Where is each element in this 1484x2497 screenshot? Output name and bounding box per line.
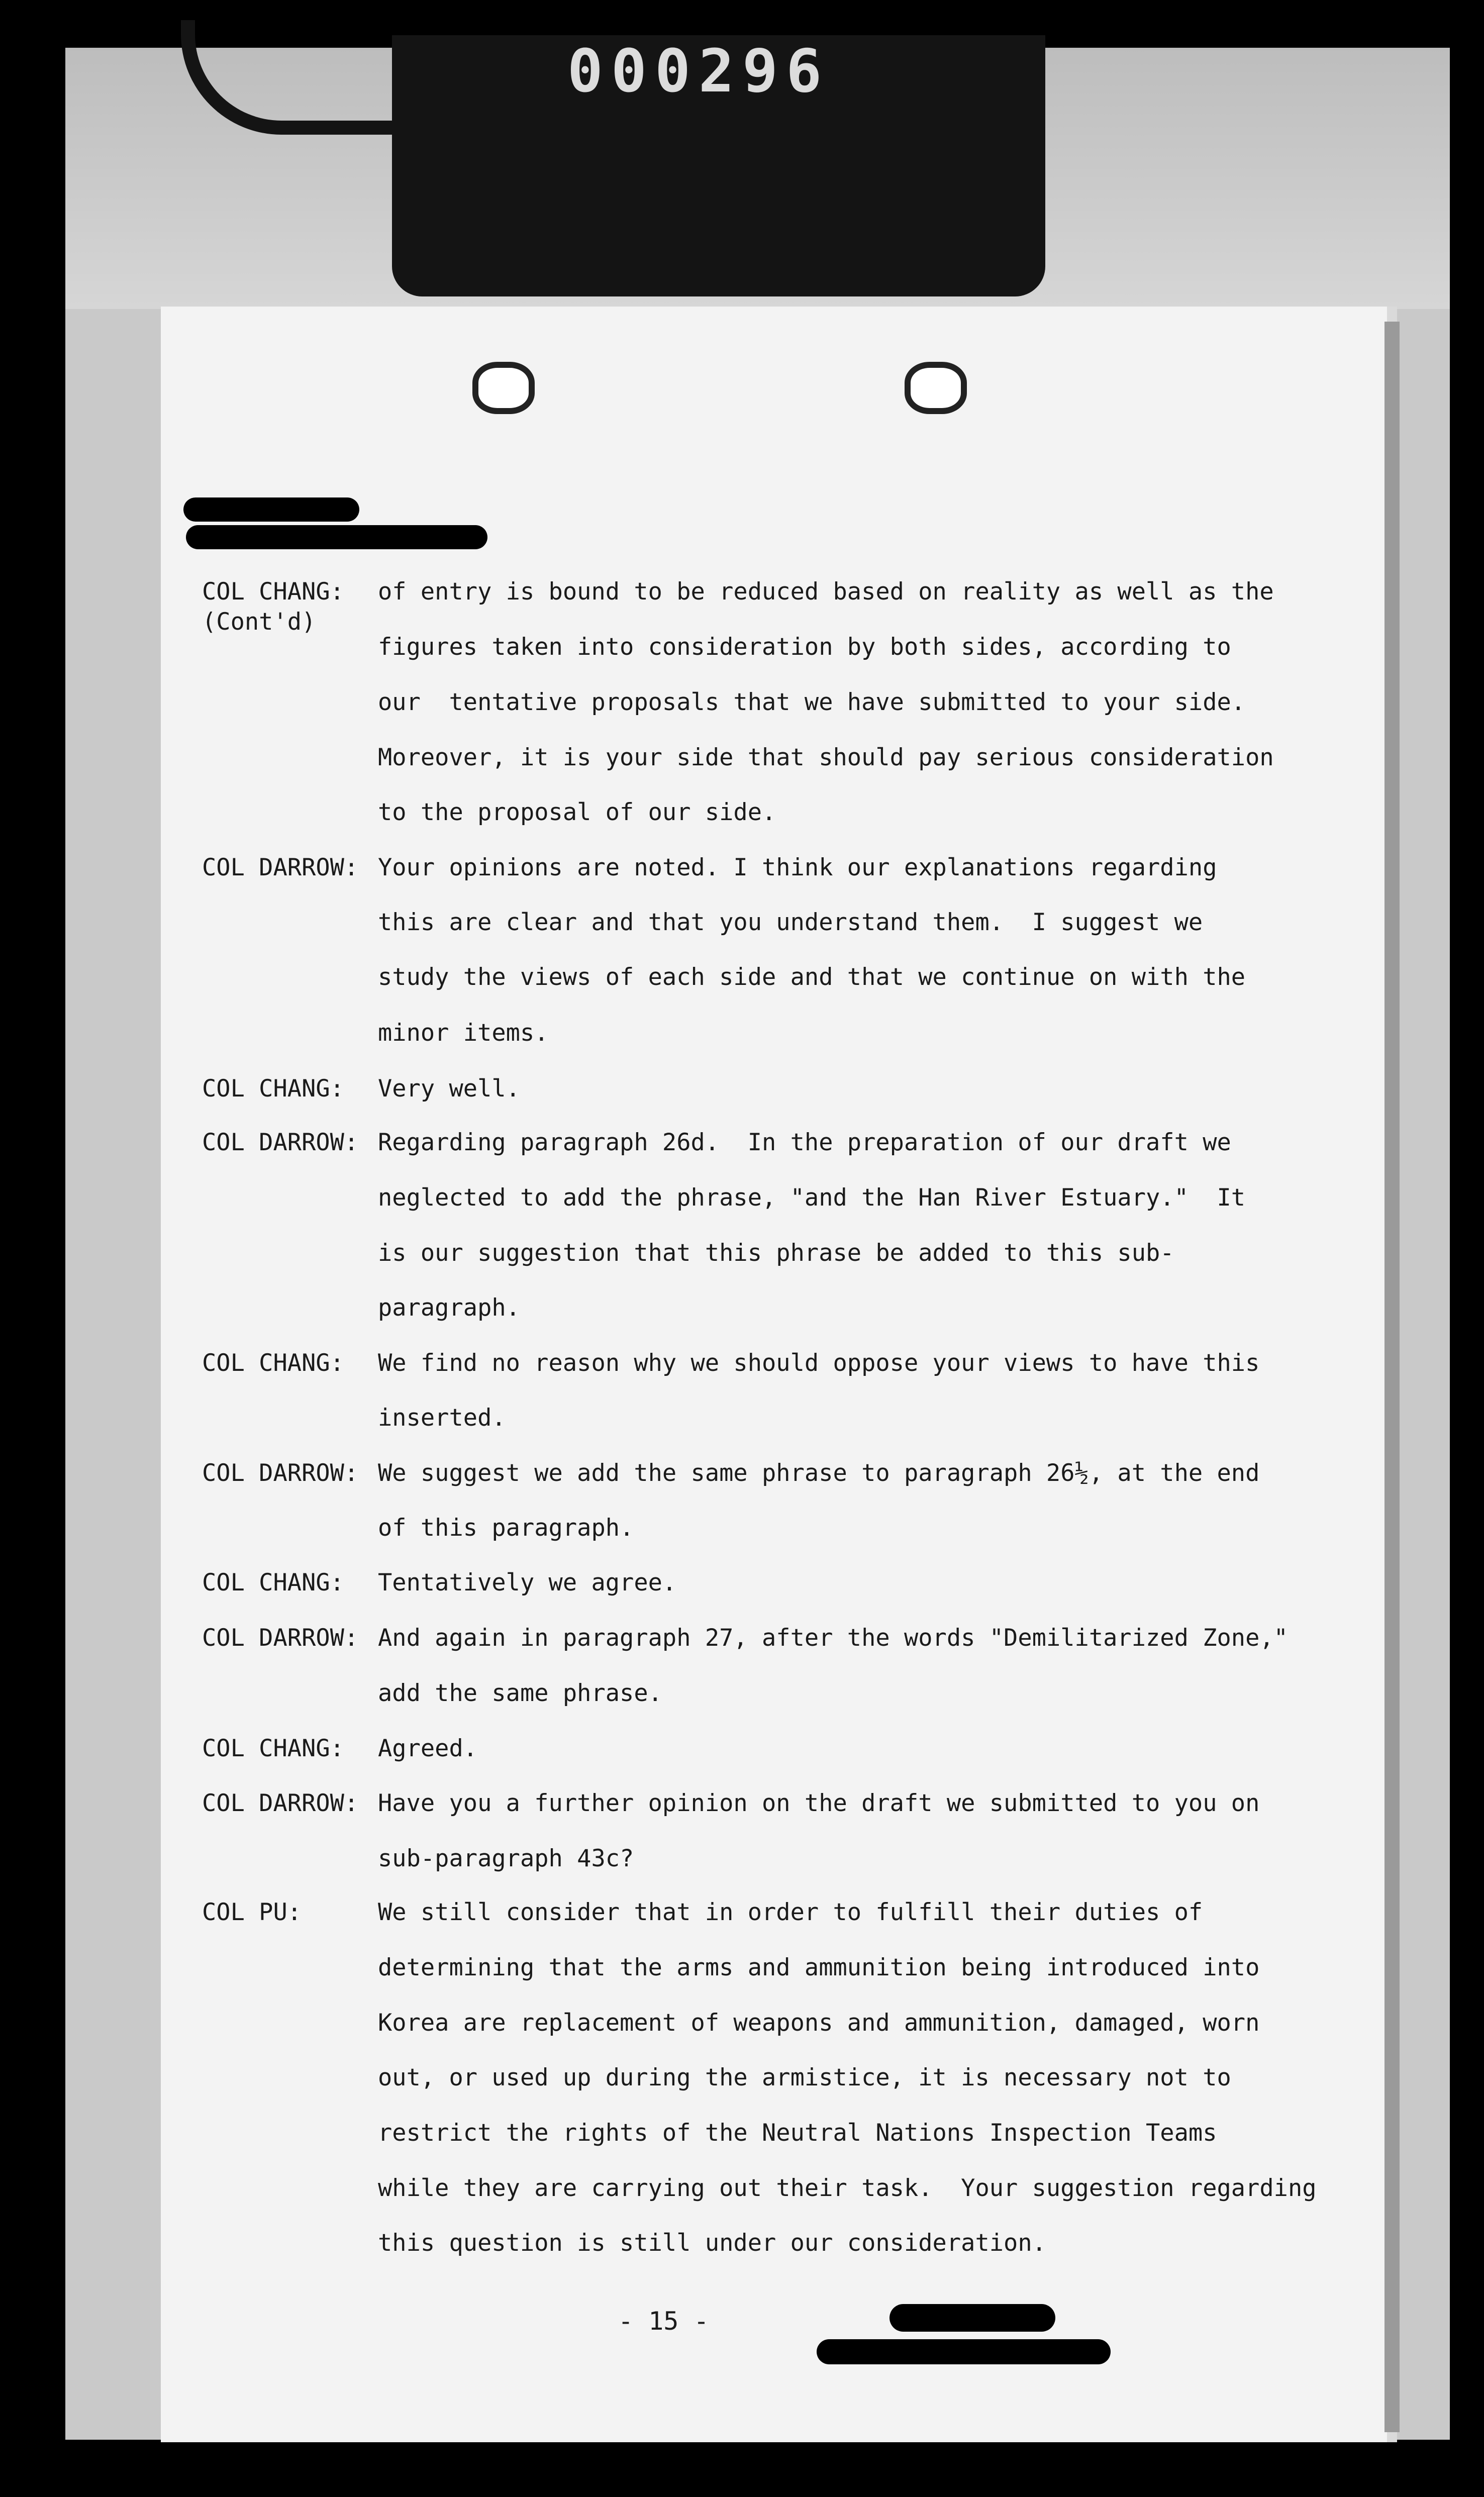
speaker-label: COL CHANG: xyxy=(202,1075,344,1103)
redaction-bar xyxy=(817,2339,1111,2364)
transcript-line: And again in paragraph 27, after the words "Demilitarized Zone," xyxy=(378,1624,1288,1652)
transcript-line: sub-paragraph 43c? xyxy=(378,1845,634,1872)
transcript-line: paragraph. xyxy=(378,1294,520,1322)
transcript-line: minor items. xyxy=(378,1019,549,1047)
punch-hole-left xyxy=(472,362,535,414)
transcript-line: is our suggestion that this phrase be added to this sub- xyxy=(378,1239,1174,1267)
transcript-line: Your opinions are noted. I think our explanations regarding xyxy=(378,854,1217,881)
transcript-line: out, or used up during the armistice, it is necessary not to xyxy=(378,2064,1231,2091)
transcript-line: add the same phrase. xyxy=(378,1679,662,1707)
page-edge-shadow xyxy=(1384,322,1400,2432)
transcript-line: restrict the rights of the Neutral Nations Inspection Teams xyxy=(378,2119,1217,2147)
transcript-line: Moreover, it is your side that should pay serious consideration xyxy=(378,744,1274,771)
transcript-line: Tentatively we agree. xyxy=(378,1569,677,1596)
redaction-bar xyxy=(183,497,359,522)
punch-hole-right xyxy=(905,362,967,414)
transcript-line: to the proposal of our side. xyxy=(378,798,776,826)
transcript-line: inserted. xyxy=(378,1404,506,1432)
transcript-line: figures taken into consideration by both sides, according to xyxy=(378,633,1231,661)
transcript-line: Have you a further opinion on the draft we submitted to you on xyxy=(378,1789,1260,1817)
transcript-line: our tentative proposals that we have submitted to your side. xyxy=(378,688,1246,716)
speaker-label: COL DARROW: xyxy=(202,1624,359,1652)
transcript-line: determining that the arms and ammunition being introduced into xyxy=(378,1954,1260,1981)
frame-number: 000296 xyxy=(567,36,830,106)
redaction-bar xyxy=(889,2304,1055,2332)
speaker-label: COL CHANG: xyxy=(202,1569,344,1596)
transcript-line: We suggest we add the same phrase to paragraph 26½, at the end xyxy=(378,1459,1260,1487)
transcript-line: study the views of each side and that we continue on with the xyxy=(378,963,1246,991)
transcript-line: neglected to add the phrase, "and the Han River Estuary." It xyxy=(378,1184,1246,1212)
speaker-label: COL DARROW: xyxy=(202,854,359,881)
page-number: - 15 - xyxy=(618,2307,709,2336)
redaction-bar xyxy=(186,525,487,549)
speaker-label: COL CHANG: xyxy=(202,1735,344,1762)
transcript-line: Agreed. xyxy=(378,1735,478,1762)
transcript-line: Very well. xyxy=(378,1075,520,1103)
transcript-line: of this paragraph. xyxy=(378,1514,634,1542)
transcript-line: while they are carrying out their task. Your suggestion regarding xyxy=(378,2174,1317,2202)
speaker-label: COL PU: xyxy=(202,1899,302,1926)
transcript-line: this are clear and that you understand them. I suggest we xyxy=(378,909,1203,936)
speaker-label: COL CHANG: xyxy=(202,1349,344,1377)
transcript-line: Korea are replacement of weapons and ammunition, damaged, worn xyxy=(378,2009,1260,2037)
speaker-label: COL DARROW: xyxy=(202,1129,359,1156)
transcript-line: of entry is bound to be reduced based on reality as well as the xyxy=(378,578,1274,606)
transcript-line: We find no reason why we should oppose your views to have this xyxy=(378,1349,1260,1377)
transcript-line: this question is still under our consideration. xyxy=(378,2229,1046,2257)
speaker-label: COL CHANG: (Cont'd) xyxy=(202,578,344,636)
speaker-label: COL DARROW: xyxy=(202,1789,359,1817)
transcript-line: Regarding paragraph 26d. In the preparation of our draft we xyxy=(378,1129,1231,1156)
speaker-label: COL DARROW: xyxy=(202,1459,359,1487)
transcript-line: We still consider that in order to fulfill their duties of xyxy=(378,1899,1203,1926)
